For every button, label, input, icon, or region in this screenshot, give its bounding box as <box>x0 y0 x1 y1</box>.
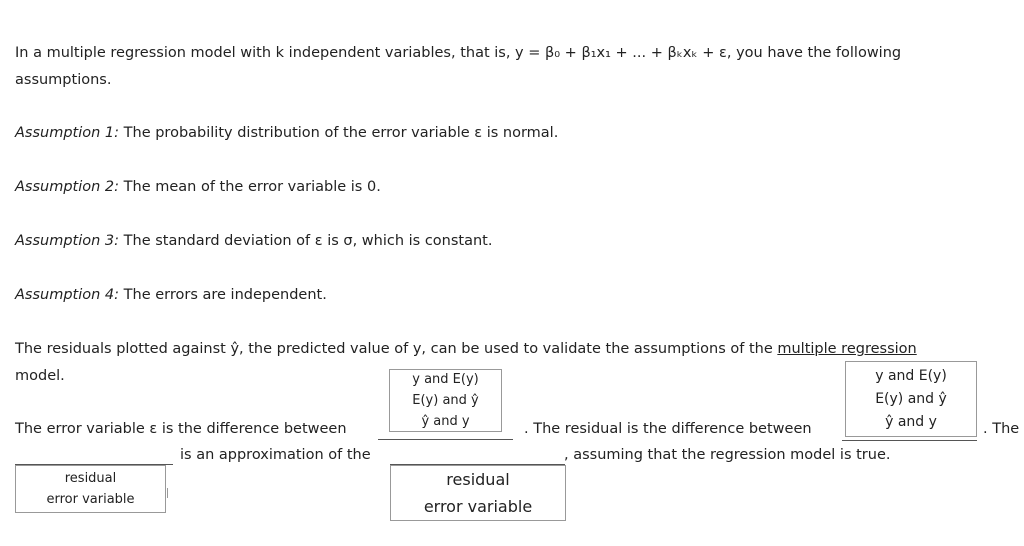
error-variable-text: The error variable ε is the difference between <box>15 421 347 437</box>
answer-blank-1 <box>378 439 513 440</box>
dropdown-difference-2[interactable] <box>845 361 977 437</box>
approximation-text: is an approximation of the <box>180 447 371 463</box>
assumption-3-text: The standard deviation of ε is σ, which is constant. <box>119 233 493 249</box>
dropdown-2-option-1[interactable]: y and E(y) <box>875 367 947 384</box>
assumption-4 <box>15 287 327 303</box>
dropdown-4-option-2[interactable]: error variable <box>423 497 533 516</box>
dropdown-2-option-3[interactable]: ŷ and y <box>885 413 937 430</box>
intro-line-2: assumptions. <box>15 72 112 88</box>
assumption-1 <box>15 125 558 141</box>
multiple-regression-term: multiple regression <box>777 341 917 357</box>
answer-blank-2 <box>842 440 977 441</box>
assumption-2-label: Assumption 2: <box>15 179 120 195</box>
dropdown-1-option-2[interactable]: E(y) and ŷ <box>412 393 479 408</box>
tail-text: , assuming that the regression model is true. <box>564 447 891 463</box>
dropdown-2-option-2[interactable]: E(y) and ŷ <box>875 390 947 407</box>
assumption-1-label: Assumption 1: <box>15 125 120 141</box>
residuals-sentence-part1: The residuals plotted against ŷ, the predicted value of y, can be used to validate the assumptions of the <box>15 341 773 357</box>
dropdown-4-option-1[interactable]: residual <box>446 470 510 489</box>
dropdown-1-option-3[interactable]: ŷ and y <box>421 414 470 429</box>
dropdown-1-option-1[interactable]: y and E(y) <box>412 372 479 387</box>
assumption-2-text: The mean of the error variable is 0. <box>119 179 381 195</box>
assumption-2 <box>15 179 381 195</box>
dropdown-approximation-subject[interactable] <box>15 465 166 513</box>
assumption-3-label: Assumption 3: <box>15 233 120 249</box>
residual-difference-text: . The residual is the difference between <box>524 421 812 437</box>
dropdown-approximation-object[interactable] <box>390 465 566 521</box>
assumption-4-label: Assumption 4: <box>15 287 120 303</box>
residuals-sentence-model: model. <box>15 368 65 384</box>
dropdown-difference-1[interactable] <box>389 369 502 432</box>
dropdown-3-option-1[interactable]: residual <box>64 471 117 486</box>
assumption-1-text: The probability distribution of the error variable ε is normal. <box>119 125 559 141</box>
dropdown-3-option-2[interactable]: error variable <box>46 492 135 507</box>
dropdown-caret-mark <box>167 488 168 498</box>
the-text: . The <box>983 421 1020 437</box>
residuals-sentence <box>15 341 917 357</box>
assumption-3 <box>15 233 492 249</box>
assumption-4-text: The errors are independent. <box>119 287 327 303</box>
intro-line-1: In a multiple regression model with k independent variables, that is, y = β₀ + β₁x₁ + ... + βₖxₖ + ε, you have the following <box>15 45 902 61</box>
